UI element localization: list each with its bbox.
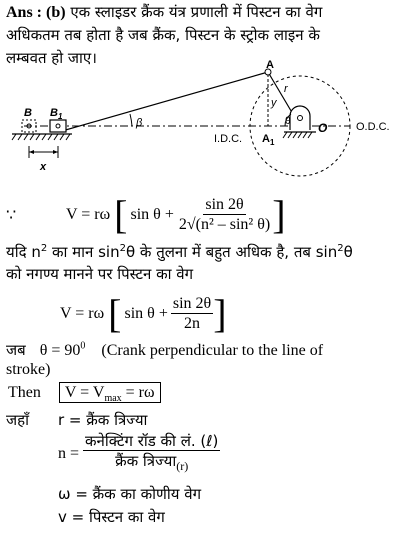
slider-crank-diagram: [0, 60, 414, 182]
vmax-box: $V = V_{max} = r\omega$: [59, 382, 161, 403]
label-r: r: [284, 83, 288, 95]
eq2-denominator: 2n: [184, 314, 201, 332]
label-x: x: [40, 161, 47, 173]
therefore-symbol: ∵: [6, 207, 17, 224]
when-line-2: stroke): [6, 361, 51, 378]
answer-line-1: [6, 2, 322, 22]
label-b: B: [24, 107, 32, 119]
connecting-rod: [62, 72, 268, 131]
eq2-sin-theta: sin θ +: [124, 305, 168, 322]
answer-line-2: अधिकतम तब होता है जब क्रैंक, पिस्टन के स्ट्रोक लाइन के: [6, 26, 320, 44]
equation-velocity: ∵ V = rω [ sin θ + $\frac{\sin 2\theta}{\text{2√(n² – sin² θ)}}$ ]: [6, 192, 286, 237]
def-n: n = $\frac{\text{कनेक्टिंग रॉड की लं. (ℓ)}}{क्रैंक त्रिज्या_{(r)}}$: [58, 432, 220, 476]
equation-approx: V = rω [ sin θ + $\frac{\sin 2\theta}{2n}$ ]: [60, 291, 227, 336]
label-a: A: [266, 60, 274, 71]
slider-pin: [56, 124, 60, 128]
eq1-numerator: sin 2θ: [205, 195, 244, 213]
eq1-fraction: [177, 196, 272, 235]
then-line: [8, 384, 161, 404]
n-fraction: $\frac{\text{कनेक्टिंग रॉड की लं. (ℓ)}}{क्रैंक त्रिज्या_{(r)}}$: [85, 432, 219, 473]
eq1-lhs: V = rω: [66, 206, 111, 223]
def-v: v = पिस्टन का वेग: [58, 508, 165, 526]
eq2-fraction: [171, 295, 213, 334]
label-o: O: [318, 121, 328, 135]
then-label: Then: [8, 384, 41, 401]
label-b1: $B_1$: [50, 107, 63, 121]
bearing-hatch: [283, 132, 312, 138]
label-idc: I.D.C.: [214, 133, 243, 145]
eq2-lhs: V = rω: [60, 305, 105, 322]
beta-arc: [130, 114, 132, 126]
para-line-1: यदि $n^2$ का मान $\sin^2\theta$ के तुलना में बहुत अधिक है, तब $\sin^2\theta$: [6, 243, 353, 261]
answer-label: Ans : (b): [6, 4, 66, 21]
para-line-2: को नगण्य मानने पर पिस्टन का वेग: [6, 265, 194, 283]
eq1-sin-theta: sin θ +: [130, 206, 174, 223]
crank-center: [298, 116, 303, 121]
label-theta: θ: [285, 116, 291, 127]
label-a1: $A_1$: [262, 133, 275, 147]
answer-line-3: लम्बवत हो जाए।: [6, 49, 97, 67]
answer-text-1: एक स्लाइडर क्रैंक यंत्र प्रणाली में पिस्टन का वेग: [70, 3, 323, 21]
when-line: जब $\theta = 90^0$ (Crank perpendicular to the line of: [6, 340, 324, 359]
where-label: जहाँ: [6, 411, 29, 429]
slider-ground-hatch: [12, 134, 70, 140]
def-r: r = क्रैंक त्रिज्या: [58, 411, 148, 429]
def-omega: ω = क्रैंक का कोणीय वेग: [58, 485, 202, 503]
label-beta: β: [136, 117, 143, 129]
eq1-denominator: 2√(n² – sin² θ): [178, 215, 271, 233]
eq2-numerator: sin 2θ: [172, 294, 212, 312]
label-odc: O.D.C.: [356, 121, 390, 133]
label-y: y: [271, 97, 277, 109]
